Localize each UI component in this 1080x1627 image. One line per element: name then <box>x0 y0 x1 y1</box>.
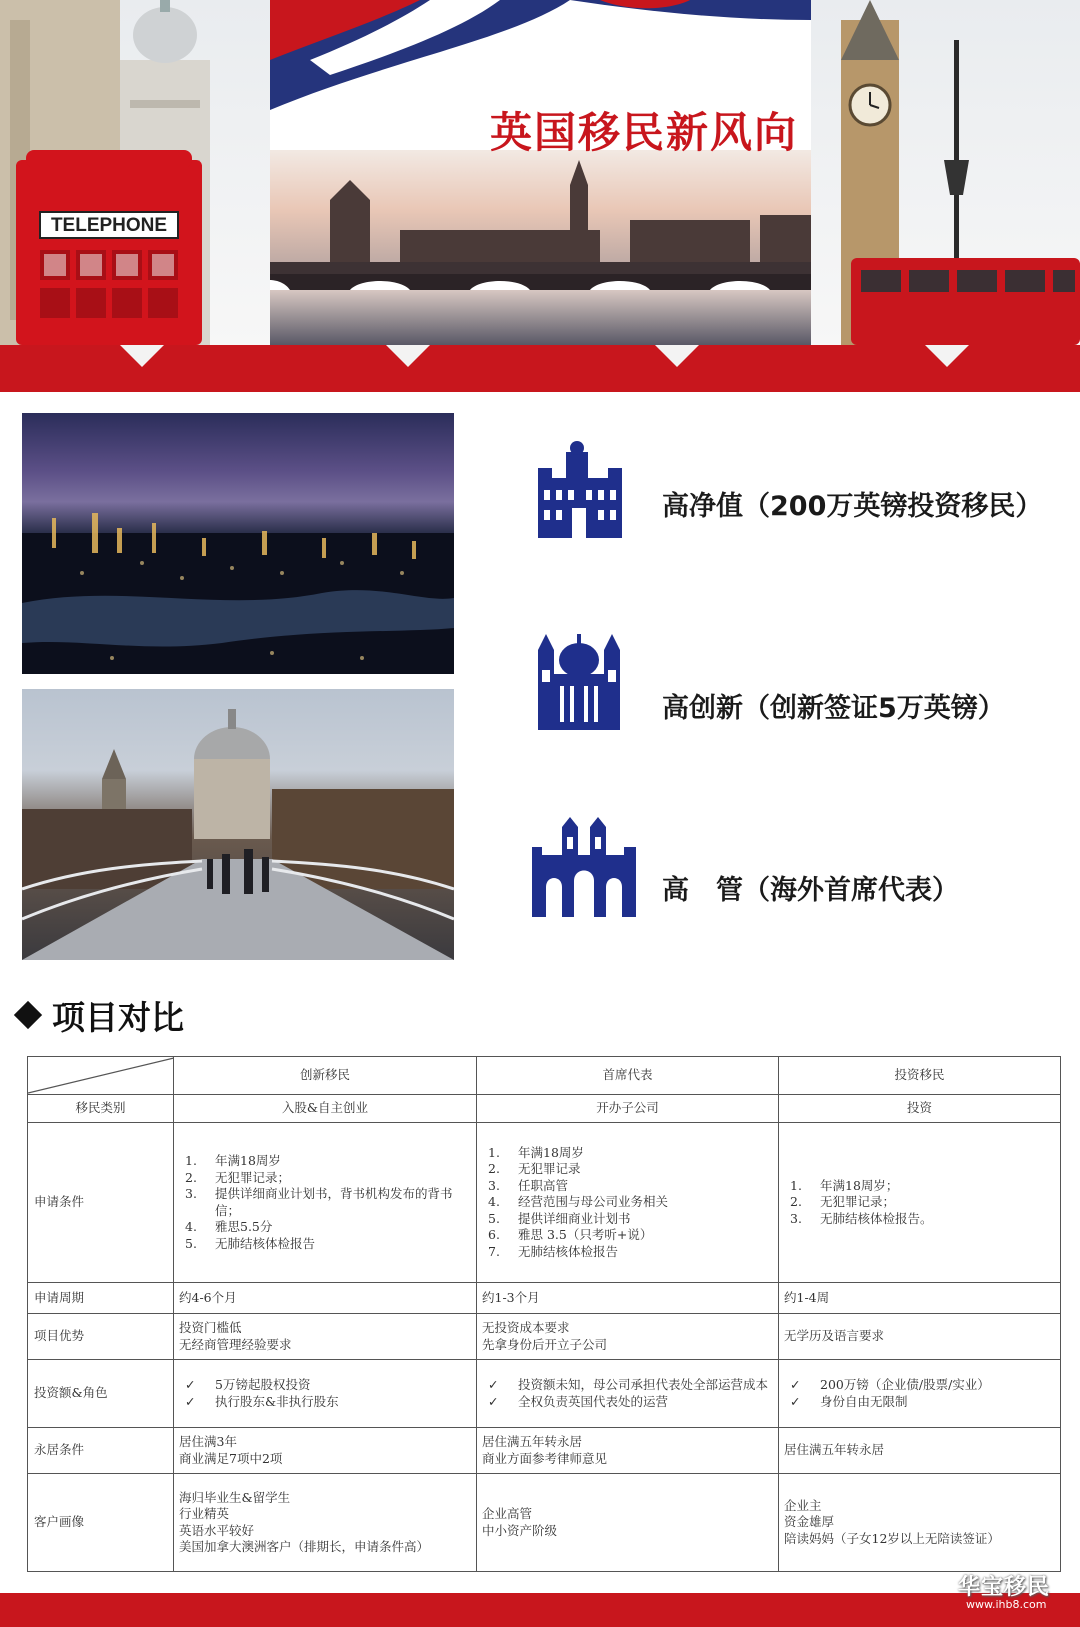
big-ben-illustration <box>811 0 1080 345</box>
list-item: 2. 无犯罪记录 <box>488 1161 581 1177</box>
cell-line: 无投资成本要求 <box>482 1320 570 1335</box>
check-icon: ✓ <box>488 1393 499 1409</box>
cell-line: 投资门槛低 <box>179 1320 242 1335</box>
telephone-box-illustration <box>0 0 270 345</box>
list-item: 6. 雅思 3.5（只考听+说） <box>488 1227 653 1243</box>
check-item: ✓ 身份自由无限制 <box>784 1394 1055 1411</box>
hero-banner <box>0 0 1080 392</box>
phone-box-sign: TELEPHONE <box>50 215 168 236</box>
row-label-residency: 永居条件 <box>28 1428 174 1474</box>
cell-investment-c2 <box>477 1360 779 1428</box>
diagonal-line <box>28 1057 174 1094</box>
col-header-innovation: 创新移民 <box>174 1057 477 1095</box>
check-item: ✓ 执行股东&非执行股东 <box>179 1394 471 1411</box>
cell-line: 居住满五年转永居 <box>482 1434 583 1449</box>
table-row <box>28 1314 1061 1360</box>
cell-line: 海归毕业生&留学生 <box>179 1489 291 1505</box>
cathedral-icon <box>532 630 627 730</box>
cell-investment-c3 <box>779 1360 1061 1428</box>
check-icon: ✓ <box>185 1377 196 1392</box>
footer-red-band <box>0 1593 1080 1627</box>
list-item: 7. 无肺结核体检报告 <box>488 1243 619 1259</box>
list-item: 3. 任职高管 <box>488 1177 569 1193</box>
row-label-type: 移民类别 <box>28 1095 174 1123</box>
liverpool-building-icon <box>532 438 627 538</box>
cell-residency-c2 <box>477 1428 779 1474</box>
cell-advantages-c3 <box>779 1314 1061 1360</box>
cell-type-c1: 入股&自主创业 <box>174 1095 477 1123</box>
table-row <box>28 1360 1061 1428</box>
cell-profile-c2 <box>477 1474 779 1572</box>
st-pauls-bridge-photo <box>22 689 454 960</box>
comparison-table <box>27 1056 1061 1572</box>
diamond-bullet-icon <box>14 1001 42 1029</box>
cell-line: 行业精英 <box>179 1506 230 1521</box>
row-label-profile: 客户画像 <box>28 1474 174 1572</box>
list-item: 2. 无犯罪记录； <box>790 1194 896 1210</box>
cell-line: 资金雄厚 <box>784 1514 835 1530</box>
cell-line: 陪读妈妈（子女12岁以上无陪读签证） <box>784 1530 1000 1546</box>
section-heading <box>18 992 184 1039</box>
cell-line: 英语水平较好 <box>179 1522 255 1538</box>
cell-profile-c1 <box>174 1474 477 1572</box>
table-row <box>28 1474 1061 1572</box>
category-executive: 高 管（海外首席代表） <box>662 875 959 906</box>
row-label-investment: 投资额&角色 <box>28 1360 174 1428</box>
cell-line: 企业主 <box>784 1497 822 1513</box>
col-header-representative: 首席代表 <box>477 1057 779 1095</box>
union-jack-flag-illustration <box>270 0 811 345</box>
table-row <box>28 1095 1061 1123</box>
list-item: 5. 提供详细商业计划书 <box>488 1210 631 1226</box>
cell-line: 无学历及语言要求 <box>784 1328 885 1344</box>
cell-type-c2: 开办子公司 <box>477 1095 779 1123</box>
list-item: 1. 年满18周岁； <box>790 1177 899 1193</box>
list-item: 3. 无肺结核体检报告。 <box>790 1210 933 1226</box>
cell-line: 居住满3年 <box>179 1434 237 1449</box>
cell-period-c1: 约4-6个月 <box>174 1283 477 1314</box>
check-icon: ✓ <box>488 1377 499 1392</box>
table-row <box>28 1123 1061 1283</box>
cell-investment-c1 <box>174 1360 477 1428</box>
cell-line: 无经商管理经验要求 <box>179 1336 292 1352</box>
banner-left-photo <box>0 0 270 345</box>
cell-line: 居住满五年转永居 <box>784 1442 885 1458</box>
row-label-period: 申请周期 <box>28 1283 174 1314</box>
footer-logo: 华宝移民 <box>958 1575 1051 1600</box>
col-header-investor: 投资移民 <box>779 1057 1061 1095</box>
cell-line: 中小资产阶级 <box>482 1522 558 1538</box>
list-item: 4. 经营范围与母公司业务相关 <box>488 1194 669 1210</box>
london-night-photo <box>22 413 454 674</box>
list-item: 3. 提供详细商业计划书，背书机构发布的背书信； <box>185 1186 453 1218</box>
cell-advantages-c2 <box>477 1314 779 1360</box>
check-item: ✓ 全权负责英国代表处的运营 <box>482 1394 773 1411</box>
section-heading-text: 项目对比 <box>52 998 184 1037</box>
cell-conditions-c2 <box>477 1123 779 1283</box>
check-icon: ✓ <box>185 1393 196 1409</box>
cell-residency-c3 <box>779 1428 1061 1474</box>
list-item: 1. 年满18周岁 <box>185 1153 281 1168</box>
cell-advantages-c1 <box>174 1314 477 1360</box>
cell-period-c2: 约1-3个月 <box>477 1283 779 1314</box>
row-label-conditions: 申请条件 <box>28 1123 174 1283</box>
check-item: ✓ 投资额未知，母公司承担代表处全部运营成本 <box>482 1377 773 1394</box>
cell-period-c3: 约1-4周 <box>779 1283 1061 1314</box>
table-header-row <box>28 1057 1061 1095</box>
category-high-net-worth: 高净值（200万英镑投资移民） <box>662 491 1043 522</box>
list-item: 5. 无肺结核体检报告 <box>185 1235 316 1251</box>
list-item: 2. 无犯罪记录； <box>185 1169 291 1185</box>
check-item: ✓ 5万镑起股权投资 <box>179 1377 471 1394</box>
footer-url: www.ihb8.com <box>966 1598 1047 1611</box>
table-row <box>28 1283 1061 1314</box>
castle-icon <box>532 817 627 917</box>
cell-line: 先拿身份后开立子公司 <box>482 1336 608 1352</box>
banner-center-photo <box>270 0 811 345</box>
row-label-advantages: 项目优势 <box>28 1314 174 1360</box>
cell-line: 商业方面参考律师意见 <box>482 1450 608 1466</box>
cell-residency-c1 <box>174 1428 477 1474</box>
check-item: ✓ 200万镑（企业债/股票/实业） <box>784 1377 1055 1394</box>
cell-line: 商业满足7项中2项 <box>179 1450 283 1466</box>
cell-type-c3: 投资 <box>779 1095 1061 1123</box>
banner-right-photo <box>811 0 1080 345</box>
cell-profile-c3 <box>779 1474 1061 1572</box>
banner-title: 英国移民新风向 <box>490 108 799 157</box>
check-icon: ✓ <box>790 1393 801 1409</box>
cell-conditions-c1 <box>174 1123 477 1283</box>
banner-red-band <box>0 345 1080 392</box>
list-item: 1. 年满18周岁 <box>488 1144 584 1160</box>
list-item: 4. 雅思5.5分 <box>185 1219 273 1234</box>
category-high-innovation: 高创新（创新签证5万英镑） <box>662 693 1005 724</box>
cell-conditions-c3 <box>779 1123 1061 1283</box>
corner-diagonal-cell <box>28 1057 174 1095</box>
cell-line: 企业高管 <box>482 1506 533 1521</box>
check-icon: ✓ <box>790 1377 801 1392</box>
table-row <box>28 1428 1061 1474</box>
cell-line: 美国加拿大澳洲客户（排期长，申请条件高） <box>179 1539 430 1554</box>
